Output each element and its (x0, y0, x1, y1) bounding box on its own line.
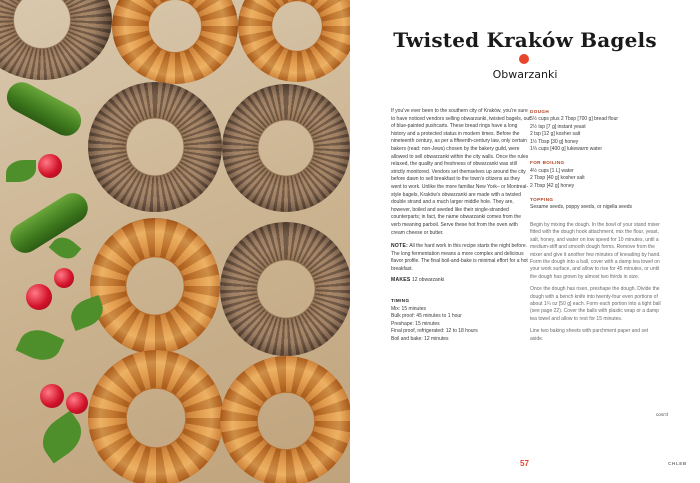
radish (54, 268, 74, 288)
ingredient-line: 5½ cups plus 2 Tbsp [700 g] bread flour (530, 116, 619, 123)
timing-heading: TIMING (391, 298, 410, 304)
method-column (530, 108, 662, 348)
ingredient-line: 2½ tsp [7 g] instant yeast (530, 123, 586, 130)
continued-marker: cont’d (656, 412, 669, 417)
recipe-subtitle: Obwarzanki (492, 68, 558, 81)
poppy-bagel (88, 82, 222, 212)
timing-line: Preshape: 15 minutes (391, 320, 440, 327)
ingredient-line: 2 tsp [12 g] kosher salt (530, 131, 581, 138)
yield (391, 277, 531, 285)
ingredient-group (530, 108, 662, 153)
method-step: Begin by mixing the dough. In the bowl of your stand mixer fitted with the dough hook attachment, mix the flour, yeast, salt, honey, and water on low speed for 10 minutes, until a medium-stiff and smooth dough forms. Remove from the mixer and give it another few minutes of kneading by hand. Form the dough into a ball, cover with a damp tea towel on your work surface, and allow to rise for 45 minutes, or until the dough has grown by almost two thirds in size. (530, 221, 661, 280)
plain-bagel (88, 350, 224, 483)
ingredient-line: 2 Tbsp [40 g] kosher salt (530, 175, 585, 182)
recipe-page (350, 0, 700, 483)
ingredient-heading: TOPPING (530, 197, 554, 203)
radish (40, 384, 64, 408)
poppy-bagel (222, 84, 350, 212)
method-step: Line two baking sheets with parchment paper and set aside. (530, 328, 649, 342)
note (391, 243, 531, 273)
intro-column (391, 108, 531, 344)
page-number: 57 (520, 459, 529, 468)
plain-bagel (90, 218, 220, 354)
method-step: Once the dough has risen, preshape the dough. Divide the dough with a bench knife into twenty-four even portions of about 1¼ oz [50 g] each. Form each portion into a tight ball (see page 22). Cover the balls with plastic wrap or a damp tea towel and allow to rest for 15 minutes. (530, 286, 661, 322)
timing-line: Boil and bake: 12 minutes (391, 336, 449, 343)
note-label: NOTE: (391, 243, 409, 250)
accent-dot (519, 54, 529, 64)
ingredient-line: 1⅔ cups [400 g] lukewarm water (530, 146, 602, 153)
recipe-title: Twisted Kraków Bagels (393, 28, 657, 52)
ingredient-group (530, 196, 662, 212)
makes-label: MAKES (391, 277, 411, 284)
timing-line: Mix: 15 minutes (391, 305, 427, 312)
poppy-bagel (220, 222, 350, 356)
radish (26, 284, 52, 310)
ingredient-line: Sesame seeds, poppy seeds, or nigella seeds (530, 204, 633, 211)
ingredient-group (530, 159, 662, 190)
ingredient-heading: FOR BOILING (530, 160, 565, 166)
headnote: If you’ve ever been to the southern city of Kraków, you’re sure to have noticed vendors selling obwarzanki, twisted bagels, out of blue-painted pushcarts. These bread rings have a long history and a protected status in modern times. Before the nineteenth century, as per a fifteenth-century law, only certain bakers (read: non-Jews) chosen by the bakery guild, were allowed to sell obwarzanki within the city walls. Once the rules relaxed, the quality and freshness of obwarzanki was still strictly monitored. Vendors set themselves up around the city before dawn to sell breakfast to the town’s citizens as they went to work. Unlike the more familiar New York– or Montreal-style bagels, Kraków’s obwarzanki are made with a twisted double strand and a much larger middle hole. They are, however, boiled and seeded like their single-stranded counterparts; in fact, the name obwarzanki comes from the verb meaning parboil. Serve these hot from the oven with cream cheese or butter. (391, 108, 531, 236)
ingredient-line: 4½ cups [1 L] water (530, 167, 574, 174)
radish (66, 392, 88, 414)
running-head: CHLEB (668, 461, 687, 466)
ingredient-line: 1½ Tbsp [30 g] honey (530, 138, 579, 145)
ingredient-heading: DOUGH (530, 109, 550, 114)
plain-bagel (220, 356, 350, 483)
radish (38, 154, 62, 178)
timing-block (391, 297, 531, 344)
timing-line: Final proof, refrigerated: 12 to 18 hours (391, 328, 478, 335)
ingredient-line: 2 Tbsp [42 g] honey (530, 182, 575, 189)
timing-line: Bulk proof: 45 minutes to 1 hour (391, 313, 462, 320)
note-text: All the hard work in this recipe starts the night before. The long fermentation means a more complex and delicious flavor profile. The final boil-and-bake is minimal effort for a hot breakfast. (391, 243, 528, 272)
makes-text: 12 obwarzanki (411, 277, 445, 284)
